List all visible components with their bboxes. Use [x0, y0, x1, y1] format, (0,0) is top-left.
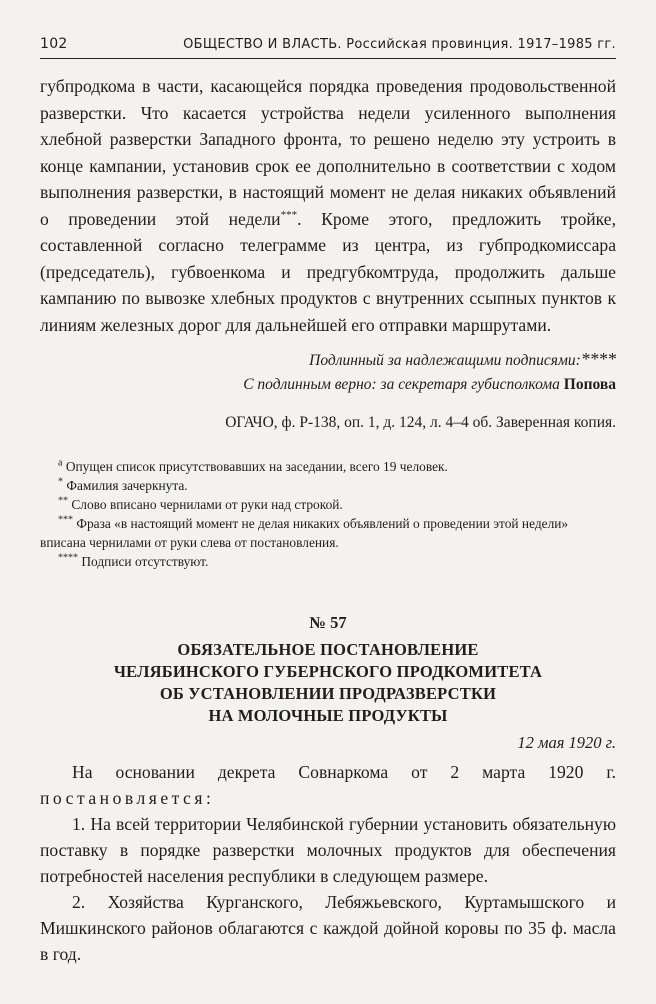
signature-copy-text: С подлинным верно: за секретаря губисполкома: [243, 376, 564, 393]
footnote-mark: ***: [58, 514, 73, 526]
footnote: [40, 476, 616, 495]
document-title: [40, 639, 616, 727]
continuation-text-after: . Кроме этого, предложить тройке, составленной согласно телеграмме из центра, из губпродкомиссара (председатель), губвоенкома и предгубкомтруда, продолжить дальше кампанию по вывозке хлебных продуктов с внутренних ссыпных пунктов к линиям железных дорог для дальнейшей его отправки маршрутами.: [40, 208, 616, 335]
footnote-text: Слово вписано чернилами от руки над строкой.: [71, 497, 343, 512]
document-number: № 57: [309, 613, 347, 632]
archive-source: ОГАЧО, ф. Р-138, оп. 1, д. 124, л. 4–4 об. Заверенная копия.: [225, 414, 616, 431]
footnotes-list: [40, 457, 616, 571]
footnote: [40, 495, 616, 514]
footnote-mark: **: [58, 495, 68, 507]
document-title-line: ОБЯЗАТЕЛЬНОЕ ПОСТАНОВЛЕНИЕ: [177, 640, 479, 659]
running-header: [40, 36, 616, 59]
footnote: [40, 552, 616, 571]
footnote: [40, 514, 616, 552]
continuation-paragraph: [40, 73, 616, 338]
document-date: 12 мая 1920 г.: [517, 733, 616, 752]
document-title-line: ЧЕЛЯБИНСКОГО ГУБЕРНСКОГО ПРОДКОМИТЕТА: [113, 662, 543, 681]
footnote-text: Фраза «в настоящий момент не делая никаких объявлений о проведении этой недели» вписана чернилами от руки слева от постановления.: [40, 516, 569, 550]
footnote-text: Опущен список присутствовавших на заседании, всего 19 человек.: [65, 459, 448, 474]
intro-text: На основании декрета Совнаркома от 2 марта 1920 г.: [72, 762, 616, 782]
running-title: ОБЩЕСТВО И ВЛАСТЬ. Российская провинция. 1917–1985 гг.: [183, 37, 616, 52]
book-page: [40, 36, 616, 967]
page-number: 102: [40, 36, 68, 52]
footnote: [40, 457, 616, 476]
signature-copy: [40, 373, 616, 397]
document-item: 2. Хозяйства Курганского, Лебяжьевского, Куртамышского и Мишкинского районов облагаются с каждой дойной коровы по 35 ф. масла в год.: [40, 892, 616, 964]
signature-original: [40, 346, 616, 373]
intro-spaced-text: постановляется:: [40, 788, 215, 808]
signature-name: Попова: [563, 376, 616, 393]
footnote-ref: ***: [280, 208, 298, 221]
footnote-text: Фамилия зачеркнута.: [66, 478, 188, 493]
document-body: [40, 759, 616, 967]
document-title-line: ОБ УСТАНОВЛЕНИИ ПРОДРАЗВЕРСТКИ: [159, 684, 497, 703]
signature-original-text: Подлинный за надлежащими подписями:: [309, 352, 581, 369]
continuation-text: губпродкома в части, касающейся порядка проведения продовольственной разверстки. Что касается устройства недели усиленного выполнения хлебной разверстки Западного фронта, то решено неделю эту устроить в конце кампании, установив срок ее дополнительно в соответствии с ходом выполнения разверстки, в настоящий момент не делая никаких объявлений о проведении этой недели: [40, 76, 616, 229]
document-intro: [40, 759, 616, 811]
footnote-text: Подписи отсутствуют.: [81, 554, 209, 569]
footnote-mark: ****: [58, 552, 78, 564]
document-title-line: НА МОЛОЧНЫЕ ПРОДУКТЫ: [208, 706, 448, 725]
signature-footnote-ref: ****: [580, 349, 616, 369]
footnote-mark: а: [58, 457, 63, 469]
footnote-mark: *: [58, 476, 63, 488]
document-item: 1. На всей территории Челябинской губернии установить обязательную поставку в порядке разверстки молочных продуктов для обеспечения потребностей населения республики в следующем размере.: [40, 814, 616, 886]
